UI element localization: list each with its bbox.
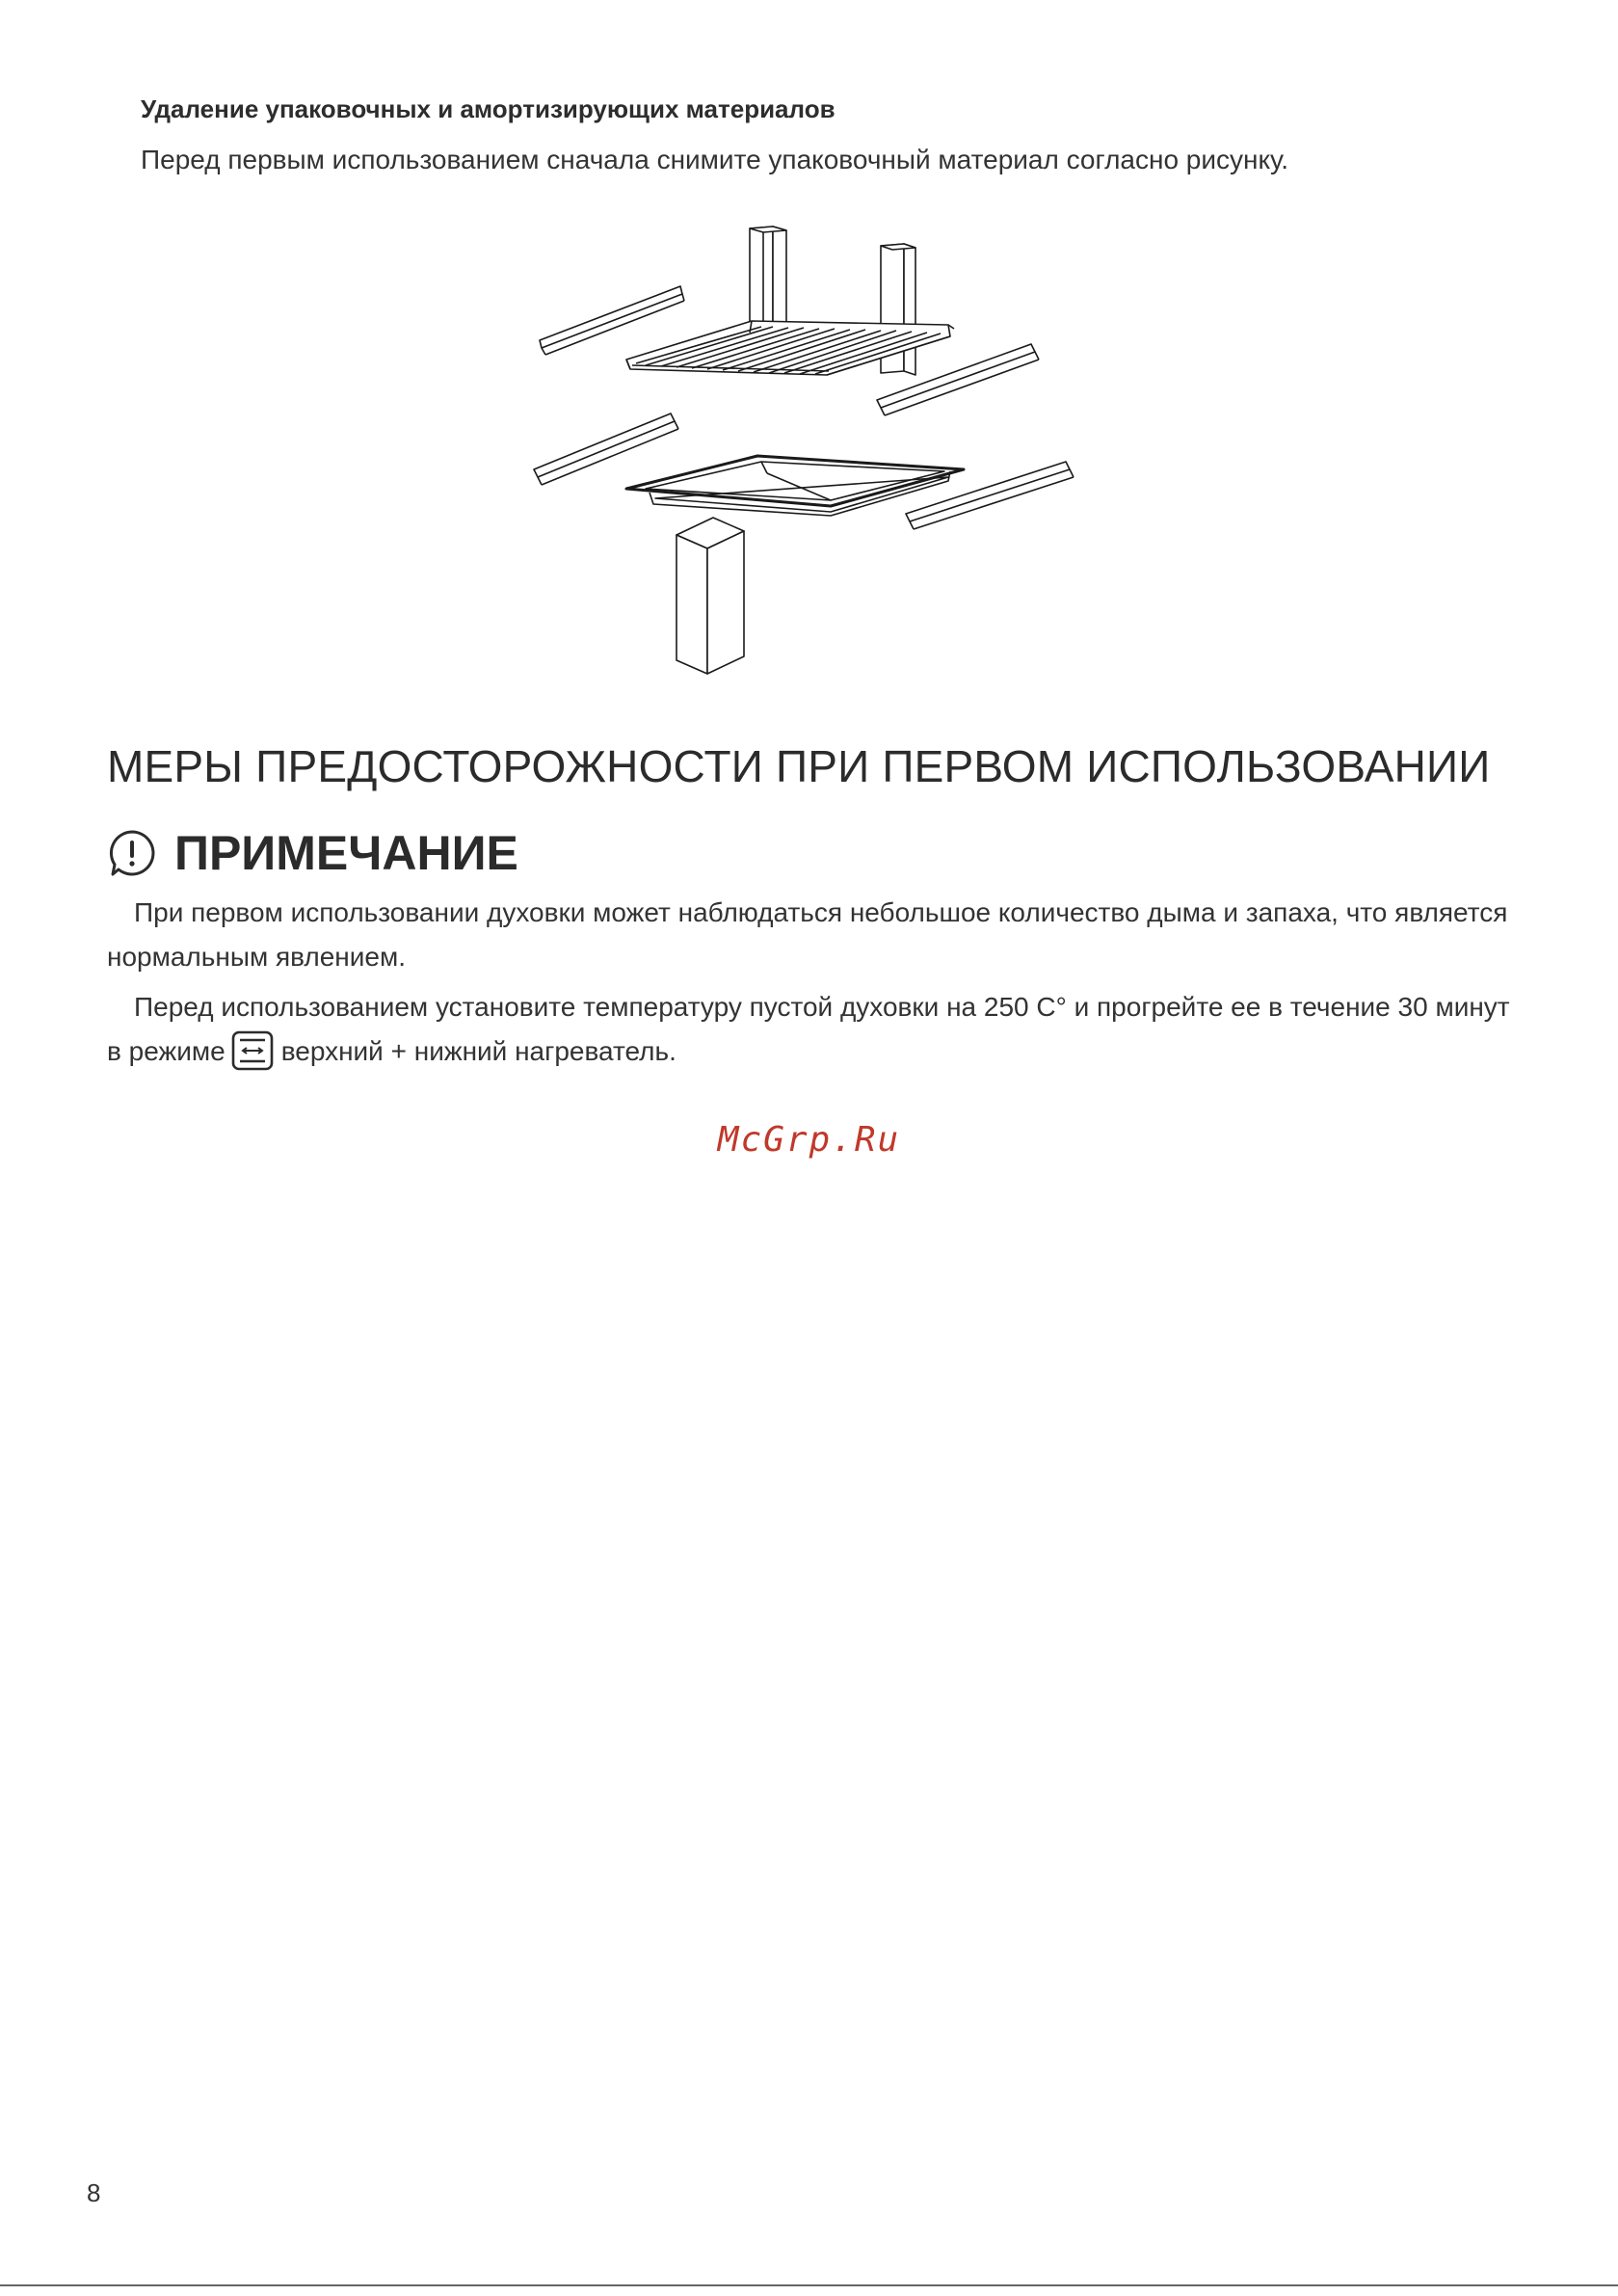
foam-block-bottom (676, 518, 744, 674)
section-subheading: Удаление упаковочных и амортизирующих материалов (141, 94, 836, 123)
top-bottom-heater-icon (231, 1030, 274, 1071)
baking-tray (626, 456, 964, 516)
oven-packaging-illustration (520, 217, 1099, 680)
corner-strip-top-left (540, 286, 684, 355)
preheat-text-before: Перед использованием установите температуру пустой духовки на 250 С° и прогрейте ее в течение 30 минут в режиме (107, 992, 1510, 1066)
corner-strip-lower-left (534, 414, 678, 485)
preheat-text-after: верхний + нижний нагреватель. (280, 1036, 676, 1066)
note-title: ПРИМЕЧАНИЕ (174, 826, 518, 880)
intro-text: Перед первым использованием сначала снимите упаковочный материал согласно рисунку. (141, 145, 1289, 174)
note-header (107, 821, 518, 885)
watermark: McGrp.Ru (717, 1120, 901, 1160)
exclamation-circle-icon (107, 828, 157, 878)
bottom-rule (0, 2284, 1618, 2286)
page-title: МЕРЫ ПРЕДОСТОРОЖНОСТИ ПРИ ПЕРВОМ ИСПОЛЬЗОВАНИИ (107, 741, 1491, 791)
note-paragraph-preheat (107, 985, 1514, 1074)
page-number: 8 (87, 2178, 101, 2207)
note-paragraph-smoke: При первом использовании духовки может наблюдаться небольшое количество дыма и запаха, что является нормальным явлением. (107, 897, 1508, 972)
